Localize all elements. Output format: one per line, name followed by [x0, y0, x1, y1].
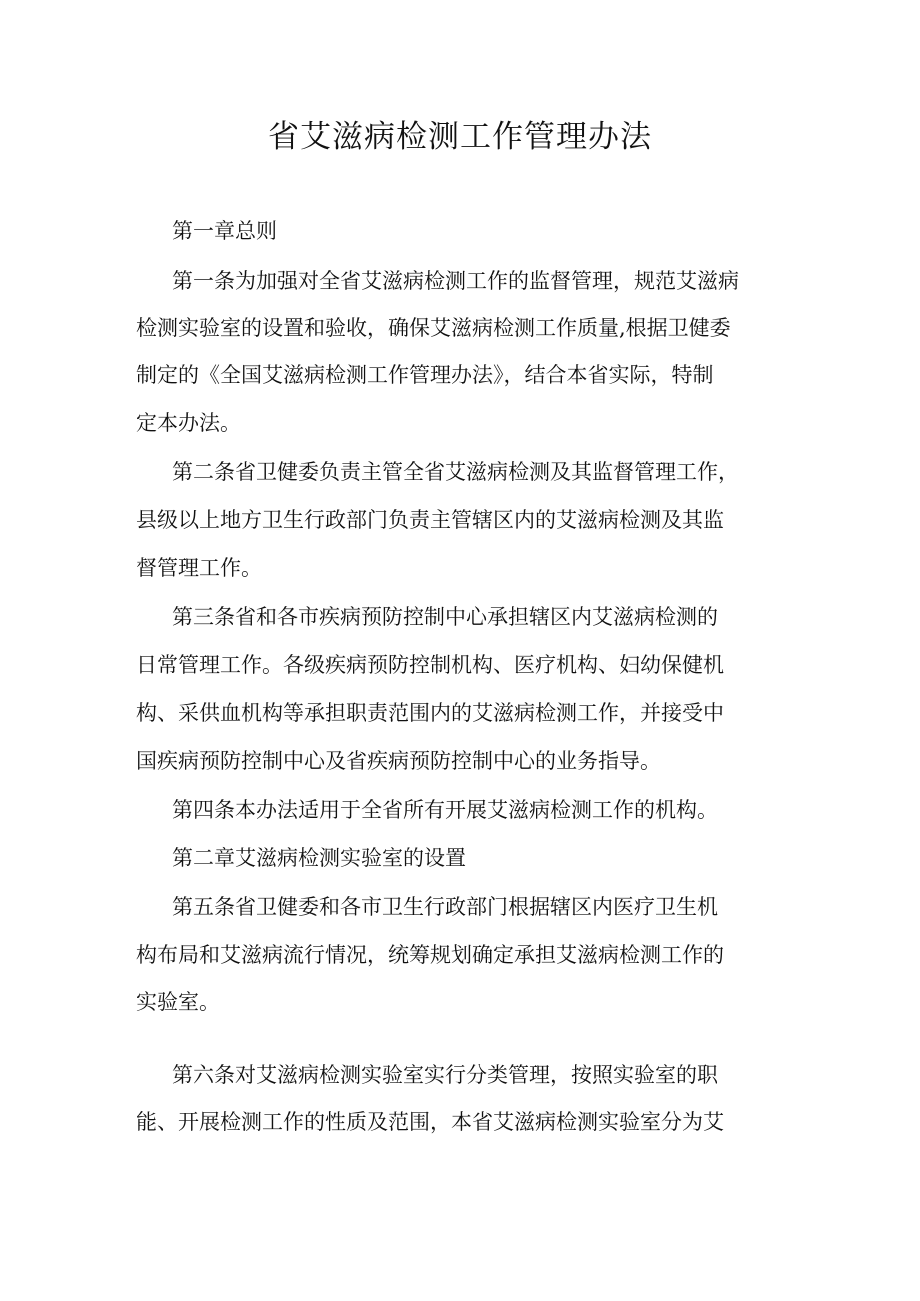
- paragraph-line: 县级以上地方卫生行政部门负责主管辖区内的艾滋病检测及其监: [136, 508, 724, 532]
- paragraph-line: 定本办法。: [136, 411, 241, 435]
- paragraph-line: 国疾病预防控制中心及省疾病预防控制中心的业务指导。: [136, 749, 661, 773]
- paragraph-line: 日常管理工作。各级疾病预防控制机构、医疗机构、妇幼保健机: [136, 653, 724, 677]
- paragraph-line: 构、采供血机构等承担职责范围内的艾滋病检测工作，并接受中: [136, 701, 724, 725]
- paragraph-line: 第一条为加强对全省艾滋病检测工作的监督管理，规范艾滋病: [172, 269, 739, 293]
- paragraph-line: 构布局和艾滋病流行情况，统筹规划确定承担艾滋病检测工作的: [136, 943, 724, 967]
- chapter-heading: 第二章艾滋病检测实验室的设置: [172, 846, 466, 870]
- document-title: 省艾滋病检测工作管理办法: [268, 119, 652, 155]
- paragraph-line: 检测实验室的设置和验收，确保艾滋病检测工作质量,根据卫健委: [136, 316, 731, 340]
- paragraph-line: 第三条省和各市疾病预防控制中心承担辖区内艾滋病检测的: [172, 605, 718, 629]
- paragraph-line: 制定的《全国艾滋病检测工作管理办法》，结合本省实际，特制: [136, 363, 714, 387]
- paragraph-line: 能、开展检测工作的性质及范围，本省艾滋病检测实验室分为艾: [136, 1110, 724, 1134]
- paragraph-line: 第六条对艾滋病检测实验室实行分类管理，按照实验室的职: [172, 1063, 718, 1087]
- paragraph-line: 实验室。: [136, 990, 220, 1014]
- chapter-heading: 第一章总则: [172, 219, 277, 243]
- paragraph-line: 第五条省卫健委和各市卫生行政部门根据辖区内医疗卫生机: [172, 895, 718, 919]
- paragraph-line: 第四条本办法适用于全省所有开展艾滋病检测工作的机构。: [172, 798, 718, 822]
- paragraph-line: 督管理工作。: [136, 556, 262, 580]
- paragraph-line: 第二条省卫健委负责主管全省艾滋病检测及其监督管理工作，: [172, 460, 739, 484]
